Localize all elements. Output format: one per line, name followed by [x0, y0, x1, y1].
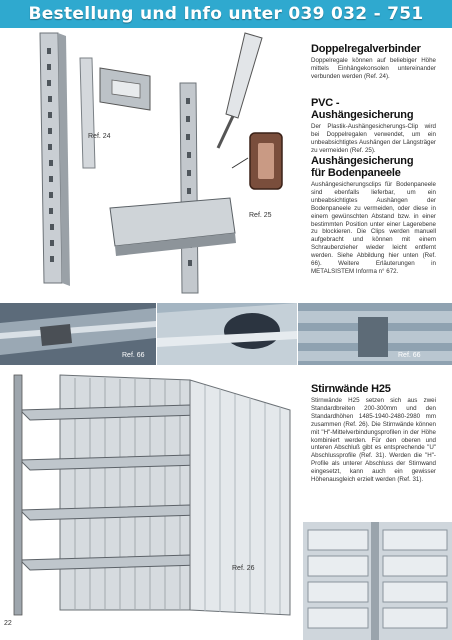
banner-title: Bestellung und Info unter 039 032 - 751 — [28, 4, 424, 24]
heading-aushaengesicherung-line2: für Bodenpaneele — [311, 167, 401, 179]
heading-pvc-aushaengesicherung: PVC - Aushängesicherung — [311, 97, 414, 121]
ref-24-label: Ref. 24 — [88, 133, 111, 140]
header-banner — [0, 0, 452, 28]
heading-doppelregalverbinder: Doppelregalverbinder — [311, 43, 421, 55]
ref-25-label: Ref. 25 — [249, 212, 272, 219]
text-doppelregalverbinder: Doppelregale können auf beliebiger Höhe mittels Einhängekonsolen untereinander verbunden werden (Ref. 24). — [311, 57, 436, 80]
floor-panel-clip-photo-2 — [157, 303, 297, 365]
ref-66-label-right: Ref. 66 — [398, 352, 421, 359]
section-aushaengesicherung-bodenpaneele — [311, 155, 436, 276]
section-stirnwaende-h25 — [311, 383, 436, 484]
heading-stirnwaende-h25: Stirnwände H25 — [311, 383, 391, 395]
floor-panel-clip-photo-3 — [298, 303, 452, 365]
ref-66-label-left: Ref. 66 — [122, 352, 145, 359]
page-number: 22 — [4, 620, 12, 627]
end-wall-detail-photo — [303, 522, 452, 640]
text-stirnwaende-h25: Stirnwände H25 setzen sich aus zwei Standardbreiten 200-300mm und den Standardhöhen 1485-1940-2480-2980 mm zusammen (Ref. 26). Die Stirnwände können mit "H"-Mittelverbindungsprofilen in der Höhe kombiniert werden. Für den oberen und unteren Abschluß gibt es entsprechende "U" Abschlussprofile (Ref. 31). Werden die "H"-Profile als unterer Abschluss der Stirnwand eingesetzt, kann auch ein gewisser Höhenausgleich erzielt werden (Ref. 31). — [311, 397, 436, 484]
section-pvc-aushaengesicherung — [311, 97, 436, 155]
text-aushaengesicherung-bodenpaneele: Aushängesicherungsclips für Bodenpaneele sind ebenfalls lieferbar, um ein unbeabsichtigtes Aushängen der Bodenpaneele zu vermeiden, oder diese in einem gewünschten Abstand bzw. in einer bestimmten Position unter einer Lagerebene zu blockieren. Die Clips werden manuell aufgebracht und können mit einem Schraubenzieher wieder leicht entfernt werden. Siehe Abbildung hier unten (Ref. 66). Weitere Erläuterungen in METALSISTEM Informa n° 672. — [311, 181, 436, 275]
end-wall-shelving-photo — [0, 370, 300, 622]
heading-aushaengesicherung-line1: Aushängesicherung — [311, 155, 414, 167]
double-shelf-connector-photo — [0, 28, 305, 300]
section-doppelregalverbinder — [311, 43, 436, 81]
ref-26-label: Ref. 26 — [232, 565, 255, 572]
text-pvc-aushaengesicherung: Der Plastik-Aushängesicherungs-Clip wird bei Doppelregalen verwendet, um ein unbeabsichtigtes Aushängen der Längsträger zu vermeiden (Ref. 25). — [311, 123, 436, 154]
